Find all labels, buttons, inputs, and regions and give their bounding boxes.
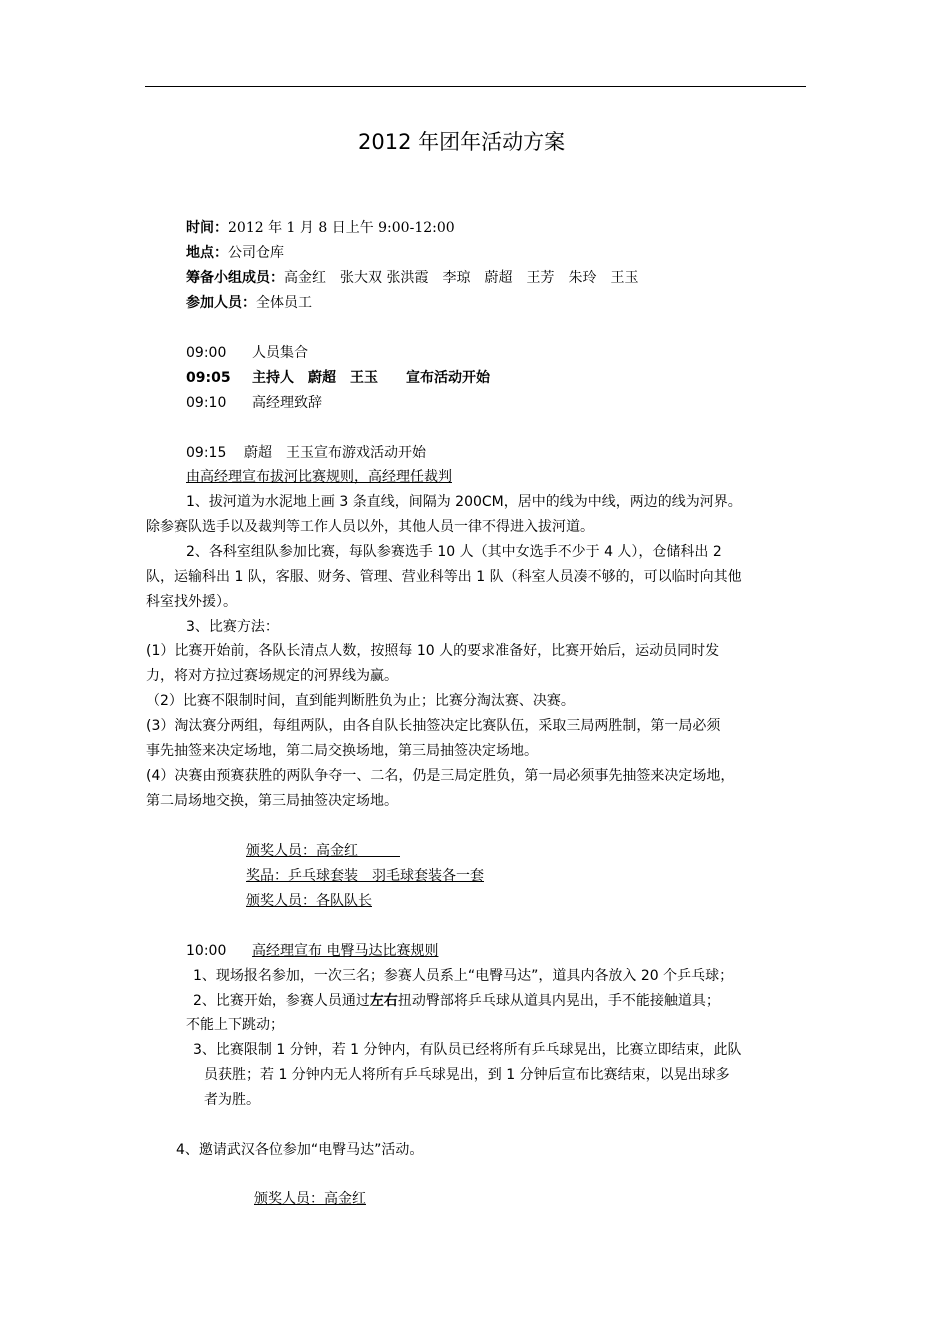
rule-line: (4）决赛由预赛获胜的两队争夺一、二名，仍是三局定胜负，第一局必须事先抽签来决定场地， <box>146 768 735 784</box>
rule-line: 力，将对方拉过赛场规定的河界线为赢。 <box>146 668 398 684</box>
committee-line <box>186 268 638 288</box>
schedule-time: 09:05 <box>186 370 231 386</box>
motor-rule-text: 2、比赛开始，参赛人员通过 <box>193 993 370 1009</box>
rule-line: 1、拔河道为水泥地上画 3 条直线，间隔为 200CM，居中的线为中线，两边的线为河界。 <box>186 494 742 510</box>
motor-rule-line: 3、比赛限制 1 分钟，若 1 分钟内，有队员已经将所有乒乓球晃出，比赛立即结束，此队 <box>193 1042 742 1058</box>
motor-rule-text: 扭动臀部将乒乓球从道具内晃出，手不能接触道具； <box>397 993 720 1009</box>
schedule-item <box>186 343 308 363</box>
award-line: 奖品：乒乓球套装 羽毛球套装各一套 <box>246 868 484 884</box>
motor-heading-line <box>186 941 438 961</box>
schedule-text: 主持人 蔚超 王玉 宣布活动开始 <box>252 370 490 386</box>
place-value: 公司仓库 <box>228 245 284 261</box>
committee-label: 筹备小组成员： <box>186 270 284 286</box>
rule-line: (3）淘汰赛分两组，每组两队，由各自队长抽签决定比赛队伍，采取三局两胜制，第一局必须 <box>146 718 721 734</box>
rule-line: (1）比赛开始前，各队长清点人数，按照每 10 人的要求准备好，比赛开始后，运动员同时发 <box>146 643 720 659</box>
place-line <box>186 243 284 263</box>
motor-time: 10:00 <box>186 943 227 959</box>
time-value: 2012 年 1 月 8 日上午 9:00-12:00 <box>228 220 455 236</box>
motor-rule-emphasis: 左右 <box>369 993 398 1009</box>
rule-line: 第二局场地交换，第三局抽签决定场地。 <box>146 793 398 809</box>
schedule-item <box>186 368 490 388</box>
invite-line: 4、邀请武汉各位参加“电臀马达”活动。 <box>176 1142 424 1158</box>
motor-rule-line <box>193 991 720 1011</box>
rule-line: 事先抽签来决定场地，第二局交换场地，第三局抽签决定场地。 <box>146 743 538 759</box>
game-start-line <box>186 443 426 463</box>
time-label: 时间： <box>186 220 228 236</box>
tug-rules-heading: 由高经理宣布拔河比赛规则，高经理任裁判 <box>186 469 452 485</box>
award-line: 颁奖人员：各队队长 <box>246 893 372 909</box>
award-line: 颁奖人员：高金红 <box>246 843 400 859</box>
rule-line: 队，运输科出 1 队，客服、财务、管理、营业科等出 1 队（科室人员凑不够的，可以临时向其他 <box>146 569 742 585</box>
time-line <box>186 218 455 238</box>
schedule-time: 09:00 <box>186 345 227 361</box>
participants-value: 全体员工 <box>256 295 312 311</box>
rule-line: 2、各科室组队参加比赛，每队参赛选手 10 人（其中女选手不少于 4 人），仓储科出 2 <box>186 544 722 560</box>
game-text: 蔚超 王玉宣布游戏活动开始 <box>244 445 426 461</box>
schedule-text: 人员集合 <box>252 345 308 361</box>
schedule-item <box>186 393 322 413</box>
header-rule <box>145 86 806 87</box>
game-time: 09:15 <box>186 445 227 461</box>
participants-line <box>186 293 312 313</box>
schedule-text: 高经理致辞 <box>252 395 322 411</box>
motor-rule-line: 员获胜；若 1 分钟内无人将所有乒乓球晃出，到 1 分钟后宣布比赛结束，以晃出球多 <box>204 1067 730 1083</box>
page-title: 2012 年团年活动方案 <box>358 130 566 154</box>
participants-label: 参加人员： <box>186 295 256 311</box>
schedule-time: 09:10 <box>186 395 227 411</box>
motor-rule-line: 1、现场报名参加，一次三名；参赛人员系上“电臀马达”，道具内各放入 20 个乒乓球； <box>193 968 734 984</box>
motor-rule-line: 不能上下跳动； <box>186 1017 284 1033</box>
motor-heading: 高经理宣布 电臀马达比赛规则 <box>252 943 439 959</box>
place-label: 地点： <box>186 245 228 261</box>
rule-line: 科室找外援）。 <box>146 594 237 610</box>
rule-line: 3、比赛方法： <box>186 619 279 635</box>
motor-rule-line: 者为胜。 <box>204 1092 260 1108</box>
rule-line: 除参赛队选手以及裁判等工作人员以外，其他人员一律不得进入拔河道。 <box>146 519 594 535</box>
rule-line: （2）比赛不限制时间，直到能判断胜负为止；比赛分淘汰赛、决赛。 <box>146 693 575 709</box>
award-line: 颁奖人员：高金红 <box>254 1191 366 1207</box>
committee-value: 高金红 张大双 张洪霞 李琼 蔚超 王芳 朱玲 王玉 <box>284 270 639 286</box>
